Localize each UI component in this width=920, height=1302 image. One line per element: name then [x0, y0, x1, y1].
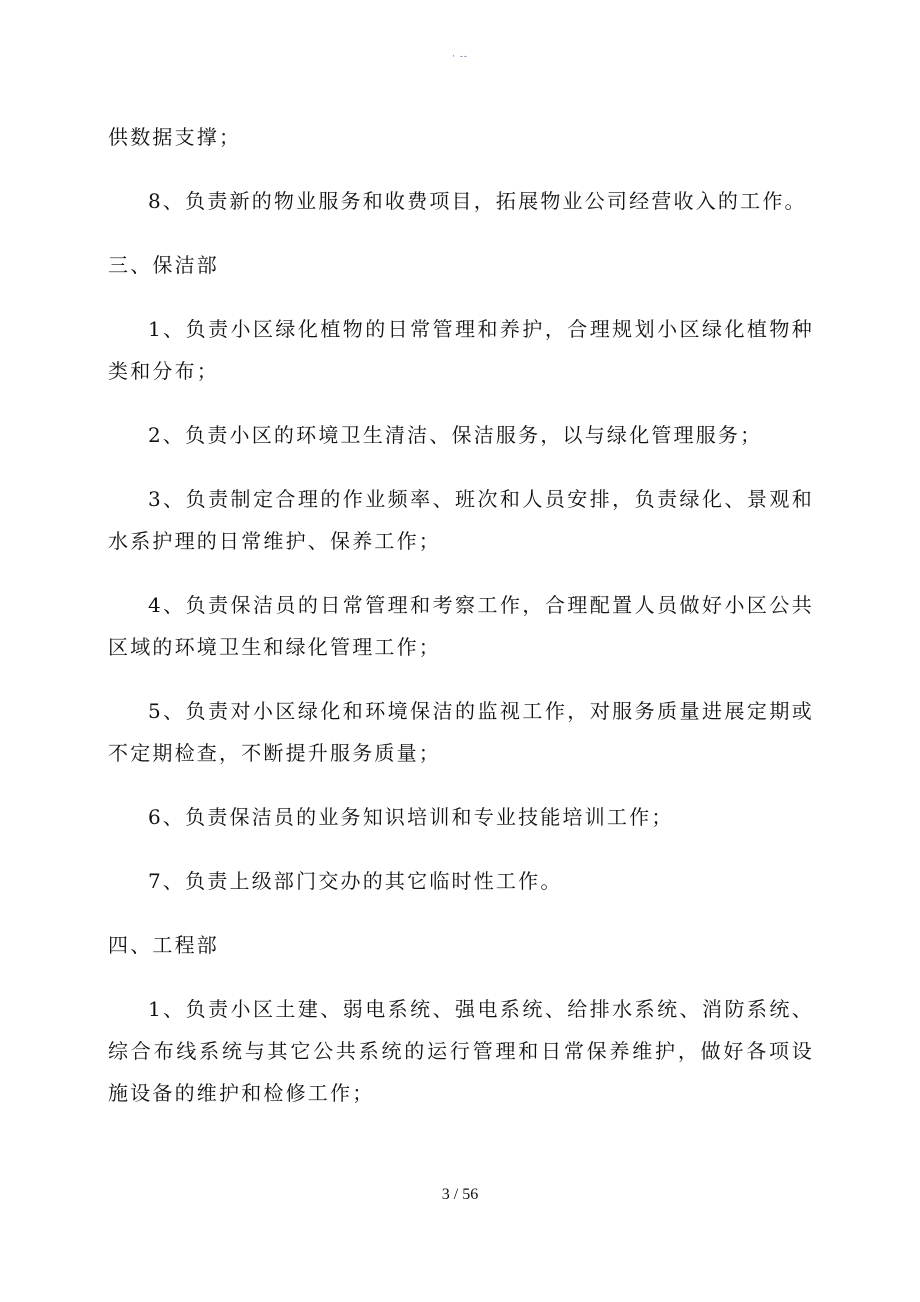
paragraph-cleaning-4: 4、负责保洁员的日常管理和考察工作，合理配置人员做好小区公共区域的环境卫生和绿化管理工作；: [108, 593, 814, 659]
paragraph-cleaning-3: 3、负责制定合理的作业频率、班次和人员安排，负责绿化、景观和水系护理的日常维护、保养工作；: [108, 487, 814, 553]
paragraph-cleaning-6: 6、负责保洁员的业务知识培训和专业技能培训工作；: [148, 805, 674, 829]
paragraph-item-8: 8、负责新的物业服务和收费项目，拓展物业公司经营收入的工作。: [148, 189, 807, 213]
paragraph-cleaning-5: 5、负责对小区绿化和环境保洁的监视工作，对服务质量进展定期或不定期检查，不断提升服务质量；: [108, 699, 814, 765]
paragraph-cleaning-2: 2、负责小区的环境卫生清洁、保洁服务，以与绿化管理服务；: [148, 423, 763, 447]
paragraph-engineering-1: 1、负责小区土建、弱电系统、强电系统、给排水系统、消防系统、综合布线系统与其它公共系统的运行管理和日常保养维护，做好各项设施设备的维护和检修工作；: [108, 997, 814, 1105]
page-number: 3 / 56: [441, 1186, 479, 1203]
paragraph-cleaning-7: 7、负责上级部门交办的其它临时性工作。: [148, 869, 563, 893]
header-mark: · --: [452, 52, 468, 62]
document-body: [108, 116, 814, 1114]
section-heading-cleaning: 三、保洁部: [108, 253, 219, 277]
paragraph-continuation: 供数据支撑；: [108, 125, 242, 149]
paragraph-cleaning-1: 1、负责小区绿化植物的日常管理和养护，合理规划小区绿化植物种类和分布；: [108, 317, 814, 383]
section-heading-engineering: 四、工程部: [108, 933, 219, 957]
